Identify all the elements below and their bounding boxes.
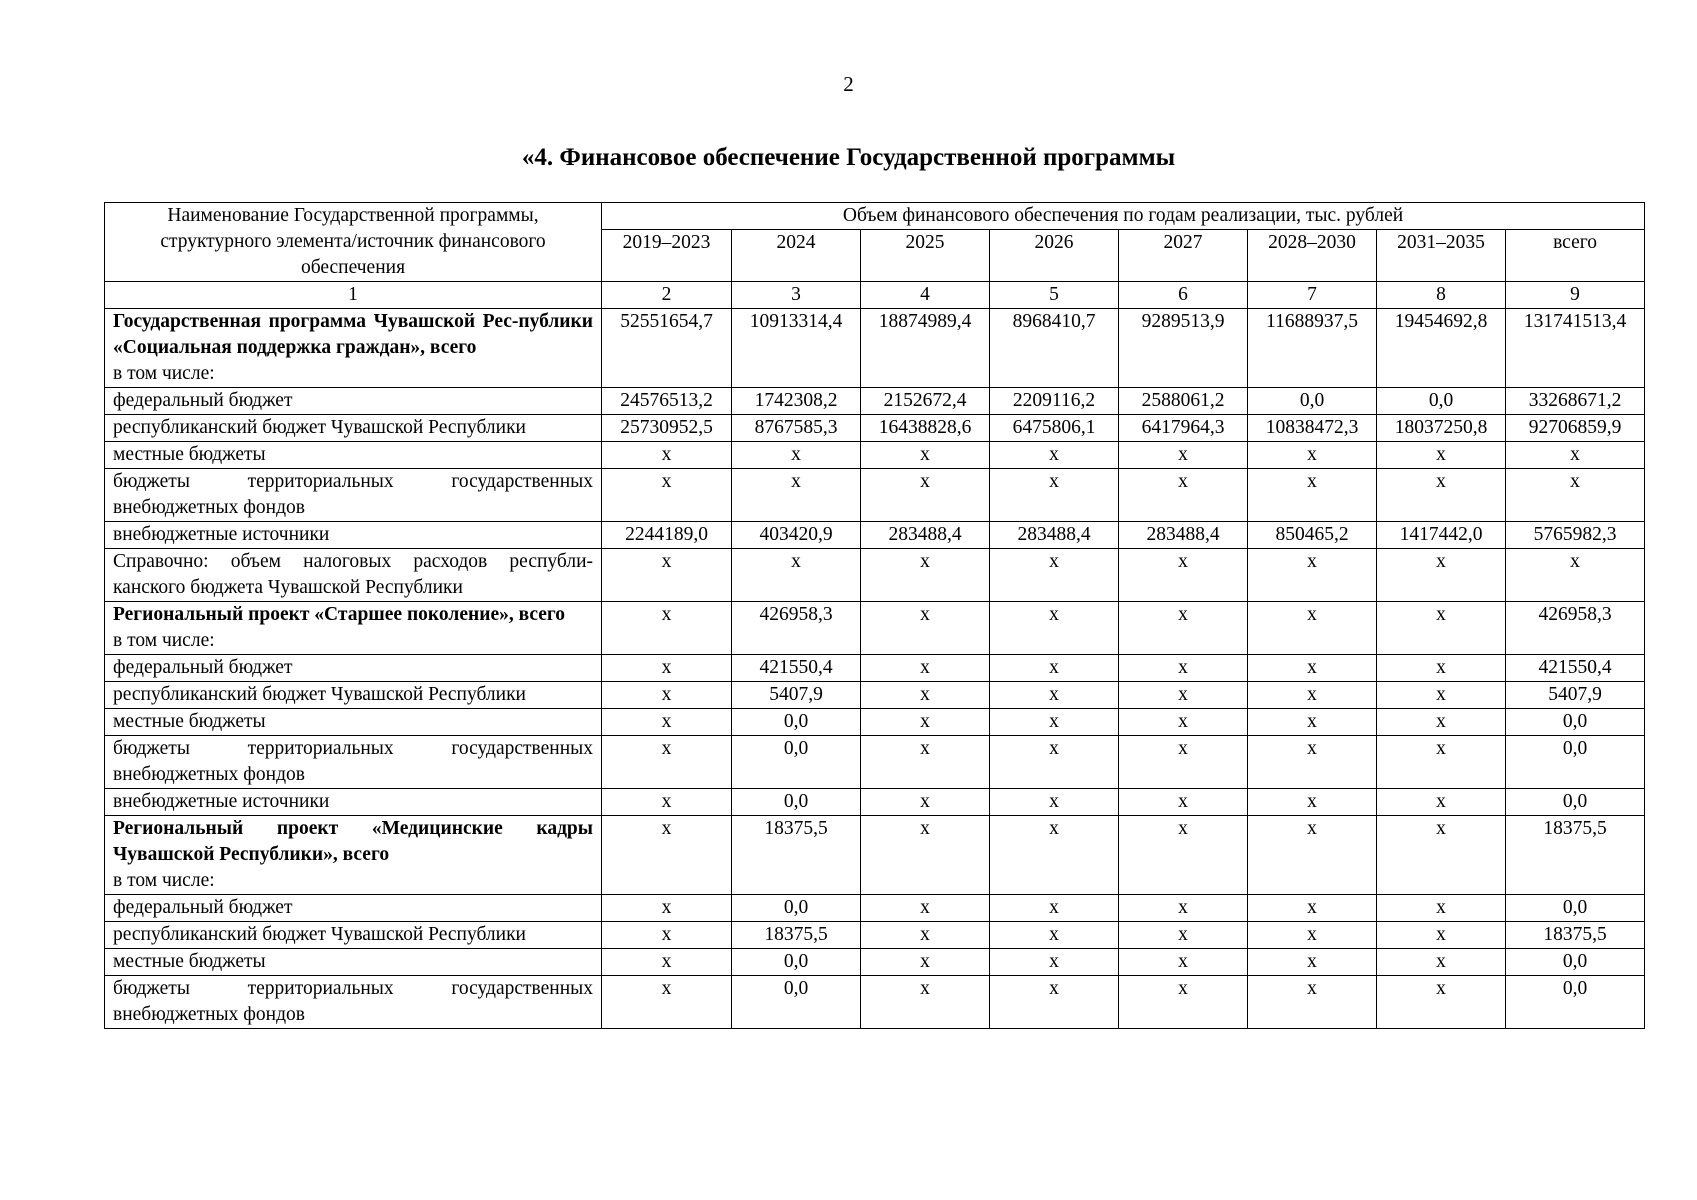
row-name-cell: республиканский бюджет Чувашской Республики xyxy=(105,682,602,709)
column-index: 4 xyxy=(861,282,990,309)
value-cell: х xyxy=(602,816,732,895)
in-total-label: в том числе: xyxy=(113,870,215,891)
value-cell: 426958,3 xyxy=(1506,602,1645,655)
funding-group-header: Объем финансового обеспечения по годам реализации, тыс. рублей xyxy=(602,203,1645,230)
value-cell: х xyxy=(1377,709,1506,736)
value-cell: 19454692,8 xyxy=(1377,309,1506,388)
table-row xyxy=(105,736,1645,789)
value-cell: х xyxy=(1248,895,1377,922)
value-cell: х xyxy=(861,442,990,469)
table-row xyxy=(105,922,1645,949)
value-cell: х xyxy=(990,789,1119,816)
value-cell: х xyxy=(1119,602,1248,655)
table-row xyxy=(105,415,1645,442)
table-body xyxy=(105,309,1645,1029)
value-cell: 92706859,9 xyxy=(1506,415,1645,442)
value-cell: х xyxy=(1119,922,1248,949)
table-row xyxy=(105,682,1645,709)
table-row xyxy=(105,522,1645,549)
value-cell: х xyxy=(1506,469,1645,522)
section-title: Региональный проект «Старшее поколение», всего xyxy=(113,604,566,625)
value-cell: х xyxy=(1248,976,1377,1029)
value-cell: 18874989,4 xyxy=(861,309,990,388)
table-header xyxy=(105,203,1645,309)
value-cell: х xyxy=(1119,549,1248,602)
row-name-cell: местные бюджеты xyxy=(105,949,602,976)
value-cell: х xyxy=(990,442,1119,469)
table-row xyxy=(105,789,1645,816)
value-cell: 2244189,0 xyxy=(602,522,732,549)
year-header: 2028–2030 xyxy=(1248,230,1377,282)
value-cell: х xyxy=(1377,949,1506,976)
value-cell: х xyxy=(861,709,990,736)
value-cell: х xyxy=(990,602,1119,655)
value-cell: х xyxy=(1248,789,1377,816)
value-cell: 24576513,2 xyxy=(602,388,732,415)
row-name-cell: местные бюджеты xyxy=(105,709,602,736)
value-cell: х xyxy=(990,949,1119,976)
column-index: 2 xyxy=(602,282,732,309)
column-index: 6 xyxy=(1119,282,1248,309)
year-header: 2019–2023 xyxy=(602,230,732,282)
value-cell: х xyxy=(990,469,1119,522)
value-cell: х xyxy=(1119,895,1248,922)
row-name-cell: республиканский бюджет Чувашской Республики xyxy=(105,415,602,442)
value-cell: 2209116,2 xyxy=(990,388,1119,415)
value-cell: х xyxy=(990,895,1119,922)
value-cell: х xyxy=(1377,549,1506,602)
row-name-cell: внебюджетные источники xyxy=(105,789,602,816)
column-index-row xyxy=(105,282,1645,309)
column-index: 7 xyxy=(1248,282,1377,309)
value-cell: х xyxy=(861,736,990,789)
value-cell: х xyxy=(1119,442,1248,469)
value-cell: х xyxy=(1248,816,1377,895)
value-cell: х xyxy=(602,602,732,655)
value-cell: 5407,9 xyxy=(732,682,861,709)
value-cell: х xyxy=(602,549,732,602)
value-cell: х xyxy=(1248,442,1377,469)
value-cell: х xyxy=(602,922,732,949)
value-cell: 0,0 xyxy=(1506,709,1645,736)
value-cell: 0,0 xyxy=(1506,736,1645,789)
value-cell: х xyxy=(1377,442,1506,469)
value-cell: х xyxy=(861,922,990,949)
value-cell: х xyxy=(1506,442,1645,469)
value-cell: 18037250,8 xyxy=(1377,415,1506,442)
table-row xyxy=(105,709,1645,736)
value-cell: 9289513,9 xyxy=(1119,309,1248,388)
value-cell: х xyxy=(1119,682,1248,709)
value-cell: х xyxy=(1377,976,1506,1029)
value-cell: х xyxy=(602,976,732,1029)
value-cell: х xyxy=(861,682,990,709)
row-name-cell: федеральный бюджет xyxy=(105,655,602,682)
value-cell: х xyxy=(1248,736,1377,789)
table-row xyxy=(105,655,1645,682)
value-cell: х xyxy=(990,682,1119,709)
value-cell: 421550,4 xyxy=(1506,655,1645,682)
value-cell: х xyxy=(1119,709,1248,736)
value-cell: х xyxy=(602,682,732,709)
value-cell: х xyxy=(1377,602,1506,655)
value-cell: 6475806,1 xyxy=(990,415,1119,442)
year-header: 2026 xyxy=(990,230,1119,282)
table-row xyxy=(105,949,1645,976)
value-cell: 426958,3 xyxy=(732,602,861,655)
value-cell: х xyxy=(1377,469,1506,522)
value-cell: 0,0 xyxy=(1506,895,1645,922)
value-cell: х xyxy=(1119,976,1248,1029)
value-cell: 421550,4 xyxy=(732,655,861,682)
value-cell: 0,0 xyxy=(732,895,861,922)
value-cell: 18375,5 xyxy=(732,922,861,949)
value-cell: х xyxy=(1248,469,1377,522)
value-cell: х xyxy=(861,895,990,922)
table-row xyxy=(105,388,1645,415)
column-index: 5 xyxy=(990,282,1119,309)
value-cell: 18375,5 xyxy=(1506,816,1645,895)
value-cell: 0,0 xyxy=(732,949,861,976)
value-cell: 131741513,4 xyxy=(1506,309,1645,388)
value-cell: 5765982,3 xyxy=(1506,522,1645,549)
value-cell: х xyxy=(732,549,861,602)
row-name-cell: внебюджетные источники xyxy=(105,522,602,549)
value-cell: 0,0 xyxy=(732,736,861,789)
column-index: 8 xyxy=(1377,282,1506,309)
value-cell: х xyxy=(1248,549,1377,602)
value-cell: 8767585,3 xyxy=(732,415,861,442)
value-cell: х xyxy=(1248,709,1377,736)
table-row xyxy=(105,469,1645,522)
table-section-row xyxy=(105,309,1645,388)
total-header: всего xyxy=(1506,230,1645,282)
value-cell: 18375,5 xyxy=(732,816,861,895)
value-cell: 18375,5 xyxy=(1506,922,1645,949)
value-cell: х xyxy=(990,816,1119,895)
value-cell: 403420,9 xyxy=(732,522,861,549)
value-cell: 52551654,7 xyxy=(602,309,732,388)
year-header: 2024 xyxy=(732,230,861,282)
value-cell: 0,0 xyxy=(1248,388,1377,415)
value-cell: х xyxy=(1377,816,1506,895)
name-column-header: Наименование Государственной программы, структурного элемента/источник финансового обеспечения xyxy=(105,203,602,282)
row-name-cell: местные бюджеты xyxy=(105,442,602,469)
document-title: «4. Финансовое обеспечение Государственной программы xyxy=(521,144,1176,171)
column-index: 3 xyxy=(732,282,861,309)
value-cell: х xyxy=(990,736,1119,789)
value-cell: х xyxy=(1248,602,1377,655)
row-name-cell xyxy=(105,602,602,655)
value-cell: 0,0 xyxy=(732,976,861,1029)
in-total-label: в том числе: xyxy=(113,630,215,651)
table-section-row xyxy=(105,816,1645,895)
table-row xyxy=(105,442,1645,469)
value-cell: х xyxy=(861,602,990,655)
value-cell: 5407,9 xyxy=(1506,682,1645,709)
value-cell: х xyxy=(1248,949,1377,976)
row-name-cell: федеральный бюджет xyxy=(105,895,602,922)
value-cell: 283488,4 xyxy=(990,522,1119,549)
row-name-cell: республиканский бюджет Чувашской Республики xyxy=(105,922,602,949)
value-cell: 10838472,3 xyxy=(1248,415,1377,442)
row-name-cell: бюджеты территориальных государственных внебюджетных фондов xyxy=(105,469,602,522)
value-cell: х xyxy=(861,816,990,895)
value-cell: х xyxy=(602,789,732,816)
value-cell: х xyxy=(1119,816,1248,895)
value-cell: х xyxy=(990,709,1119,736)
value-cell: х xyxy=(1119,789,1248,816)
page-number: 2 xyxy=(843,72,854,96)
value-cell: 850465,2 xyxy=(1248,522,1377,549)
row-name-cell: бюджеты территориальных государственных внебюджетных фондов xyxy=(105,736,602,789)
in-total-label: в том числе: xyxy=(113,363,215,384)
table-section-row xyxy=(105,602,1645,655)
value-cell: 0,0 xyxy=(1377,388,1506,415)
value-cell: 10913314,4 xyxy=(732,309,861,388)
value-cell: х xyxy=(602,895,732,922)
value-cell: 2152672,4 xyxy=(861,388,990,415)
value-cell: х xyxy=(1377,682,1506,709)
column-index: 1 xyxy=(105,282,602,309)
value-cell: х xyxy=(990,549,1119,602)
value-cell: 0,0 xyxy=(1506,789,1645,816)
value-cell: х xyxy=(1248,682,1377,709)
value-cell: 0,0 xyxy=(1506,976,1645,1029)
table-row xyxy=(105,895,1645,922)
value-cell: х xyxy=(602,442,732,469)
table-row xyxy=(105,976,1645,1029)
row-name-cell xyxy=(105,816,602,895)
value-cell: 2588061,2 xyxy=(1119,388,1248,415)
value-cell: х xyxy=(1119,736,1248,789)
value-cell: 0,0 xyxy=(732,709,861,736)
value-cell: х xyxy=(1119,469,1248,522)
year-header: 2027 xyxy=(1119,230,1248,282)
table-row xyxy=(105,549,1645,602)
row-name-cell: федеральный бюджет xyxy=(105,388,602,415)
value-cell: х xyxy=(732,442,861,469)
value-cell: х xyxy=(861,655,990,682)
value-cell: х xyxy=(602,655,732,682)
value-cell: х xyxy=(602,709,732,736)
year-header: 2031–2035 xyxy=(1377,230,1506,282)
value-cell: х xyxy=(1377,789,1506,816)
value-cell: х xyxy=(602,949,732,976)
value-cell: 25730952,5 xyxy=(602,415,732,442)
value-cell: 283488,4 xyxy=(861,522,990,549)
value-cell: 16438828,6 xyxy=(861,415,990,442)
year-header: 2025 xyxy=(861,230,990,282)
value-cell: х xyxy=(1377,736,1506,789)
value-cell: 6417964,3 xyxy=(1119,415,1248,442)
value-cell: х xyxy=(732,469,861,522)
value-cell: х xyxy=(990,976,1119,1029)
value-cell: х xyxy=(1377,655,1506,682)
value-cell: х xyxy=(1119,949,1248,976)
value-cell: х xyxy=(1248,655,1377,682)
row-name-cell: бюджеты территориальных государственных внебюджетных фондов xyxy=(105,976,602,1029)
value-cell: х xyxy=(861,549,990,602)
value-cell: х xyxy=(861,789,990,816)
value-cell: х xyxy=(990,655,1119,682)
row-name-cell xyxy=(105,309,602,388)
value-cell: 0,0 xyxy=(732,789,861,816)
section-title: Региональный проект «Медицинские кадры Чувашской Республики», всего xyxy=(113,818,593,865)
value-cell: х xyxy=(1119,655,1248,682)
column-index: 9 xyxy=(1506,282,1645,309)
value-cell: х xyxy=(1248,922,1377,949)
value-cell: 1742308,2 xyxy=(732,388,861,415)
value-cell: х xyxy=(861,949,990,976)
section-title: Государственная программа Чувашской Рес-публики «Социальная поддержка граждан», всего xyxy=(113,311,593,358)
financing-table xyxy=(104,202,1645,1029)
value-cell: 33268671,2 xyxy=(1506,388,1645,415)
value-cell: 11688937,5 xyxy=(1248,309,1377,388)
value-cell: х xyxy=(1506,549,1645,602)
value-cell: х xyxy=(990,922,1119,949)
value-cell: 1417442,0 xyxy=(1377,522,1506,549)
value-cell: 8968410,7 xyxy=(990,309,1119,388)
value-cell: х xyxy=(1377,922,1506,949)
value-cell: х xyxy=(861,976,990,1029)
value-cell: 283488,4 xyxy=(1119,522,1248,549)
value-cell: х xyxy=(602,736,732,789)
value-cell: х xyxy=(602,469,732,522)
value-cell: х xyxy=(1377,895,1506,922)
value-cell: х xyxy=(861,469,990,522)
value-cell: 0,0 xyxy=(1506,949,1645,976)
row-name-cell: Справочно: объем налоговых расходов республи-канского бюджета Чувашской Республики xyxy=(105,549,602,602)
